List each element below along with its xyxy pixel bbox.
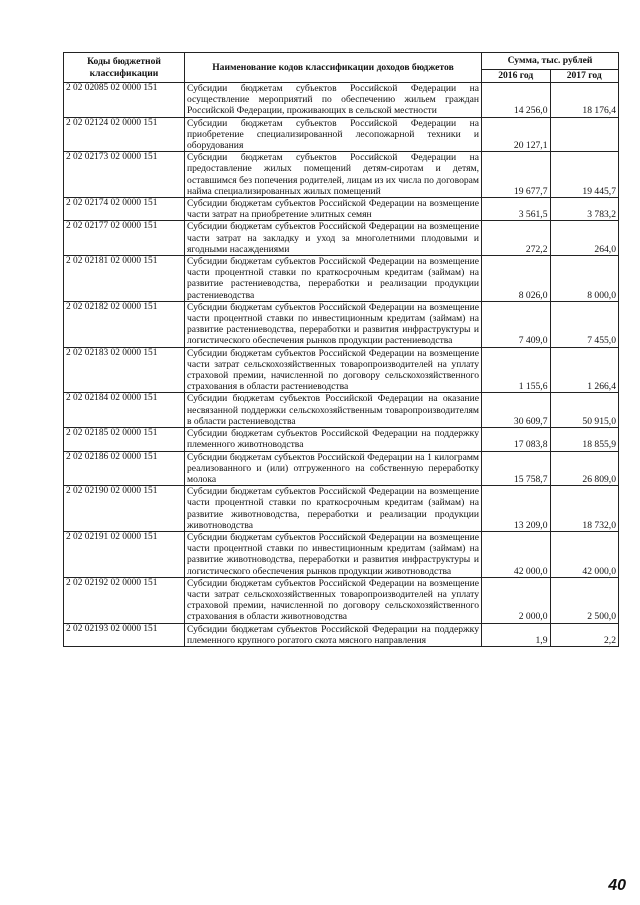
page-number: 40 xyxy=(608,877,626,894)
row-name: Субсидии бюджетам субъектов Российской Федерации на возмещение части затрат сельскохозяйственных товаропроизводителей на уплату страховой премии, начисленной по договору сельскохозяйственного страхования в области животноводства xyxy=(185,577,482,623)
row-value-2017: 50 915,0 xyxy=(550,393,619,428)
row-code: 2 02 02184 02 0000 151 xyxy=(64,393,185,428)
table-row xyxy=(64,531,619,577)
row-value-2017: 2 500,0 xyxy=(550,577,619,623)
row-name: Субсидии бюджетам субъектов Российской Федерации на предоставление жилых помещений детям-сиротам и детям, оставшимся без попечения родителей, лицам из их числа по договорам найма специализированных жилых помещений xyxy=(185,152,482,198)
table-row xyxy=(64,428,619,451)
row-name: Субсидии бюджетам субъектов Российской Федерации на поддержку племенного животноводства xyxy=(185,428,482,451)
row-value-2017: 8 000,0 xyxy=(550,256,619,302)
table-row xyxy=(64,623,619,646)
row-code: 2 02 02193 02 0000 151 xyxy=(64,623,185,646)
row-name: Субсидии бюджетам субъектов Российской Федерации на возмещение части процентной ставки по краткосрочным кредитам (займам) на развитие животноводства, переработки и реализации продукции животноводства xyxy=(185,486,482,532)
budget-table xyxy=(63,52,619,647)
row-code: 2 02 02191 02 0000 151 xyxy=(64,531,185,577)
row-value-2016: 3 561,5 xyxy=(482,198,551,221)
row-code: 2 02 02173 02 0000 151 xyxy=(64,152,185,198)
row-value-2017: 19 445,7 xyxy=(550,152,619,198)
row-name: Субсидии бюджетам субъектов Российской Федерации на возмещение части процентной ставки по краткосрочным кредитам (займам) на развитие растениеводства, переработки и реализации продукции растениеводства xyxy=(185,256,482,302)
row-value-2016: 1,9 xyxy=(482,623,551,646)
row-value-2016: 8 026,0 xyxy=(482,256,551,302)
row-name: Субсидии бюджетам субъектов Российской Федерации на возмещение части процентной ставки по инвестиционным кредитам (займам) на развитие растениеводства, переработки и развития инфраструктуры и логистического обеспечения рынков продукции растениеводства xyxy=(185,301,482,347)
row-value-2016: 1 155,6 xyxy=(482,347,551,393)
table-row xyxy=(64,451,619,486)
row-value-2017: 2,2 xyxy=(550,623,619,646)
row-code: 2 02 02186 02 0000 151 xyxy=(64,451,185,486)
row-code: 2 02 02174 02 0000 151 xyxy=(64,198,185,221)
row-value-2016: 14 256,0 xyxy=(482,83,551,118)
row-code: 2 02 02177 02 0000 151 xyxy=(64,221,185,256)
table-body xyxy=(64,83,619,647)
row-value-2016: 13 209,0 xyxy=(482,486,551,532)
table-row xyxy=(64,83,619,118)
row-code: 2 02 02183 02 0000 151 xyxy=(64,347,185,393)
row-value-2017: 1 266,4 xyxy=(550,347,619,393)
row-value-2016: 2 000,0 xyxy=(482,577,551,623)
table-row xyxy=(64,486,619,532)
table-row xyxy=(64,152,619,198)
row-code: 2 02 02192 02 0000 151 xyxy=(64,577,185,623)
row-value-2017: 18 732,0 xyxy=(550,486,619,532)
header-codes: Коды бюджетной классификации xyxy=(64,53,185,83)
row-value-2017: 18 176,4 xyxy=(550,83,619,118)
row-value-2017: 26 809,0 xyxy=(550,451,619,486)
table-row xyxy=(64,117,619,152)
row-code: 2 02 02182 02 0000 151 xyxy=(64,301,185,347)
row-value-2016: 7 409,0 xyxy=(482,301,551,347)
document-page xyxy=(63,52,619,647)
row-code: 2 02 02185 02 0000 151 xyxy=(64,428,185,451)
row-value-2017: 3 783,2 xyxy=(550,198,619,221)
row-value-2016: 20 127,1 xyxy=(482,117,551,152)
row-name: Субсидии бюджетам субъектов Российской Федерации на осуществление мероприятий по обеспечению жильем граждан Российской Федерации, проживающих в сельской местности xyxy=(185,83,482,118)
row-name: Субсидии бюджетам субъектов Российской Федерации на возмещение части процентной ставки по инвестиционным кредитам (займам) на развитие животноводства, переработки и развития инфраструктуры и логистического обеспечения рынков продукции животноводства xyxy=(185,531,482,577)
table-row xyxy=(64,577,619,623)
row-value-2016: 17 083,8 xyxy=(482,428,551,451)
table-row xyxy=(64,221,619,256)
row-value-2016: 15 758,7 xyxy=(482,451,551,486)
row-value-2017: 42 000,0 xyxy=(550,531,619,577)
row-name: Субсидии бюджетам субъектов Российской Федерации на возмещение части затрат сельскохозяйственных товаропроизводителей на уплату страховой премии, начисленной по договору сельскохозяйственного страхования в области растениеводства xyxy=(185,347,482,393)
row-code: 2 02 02124 02 0000 151 xyxy=(64,117,185,152)
table-row xyxy=(64,256,619,302)
row-name: Субсидии бюджетам субъектов Российской Федерации на приобретение специализированной лесопожарной техники и оборудования xyxy=(185,117,482,152)
header-sum: Сумма, тыс. рублей xyxy=(482,53,619,70)
row-name: Субсидии бюджетам субъектов Российской Федерации на оказание несвязанной поддержки сельскохозяйственным товаропроизводителям в области растениеводства xyxy=(185,393,482,428)
row-value-2016: 272,2 xyxy=(482,221,551,256)
row-value-2016: 30 609,7 xyxy=(482,393,551,428)
table-row xyxy=(64,198,619,221)
row-value-2016: 19 677,7 xyxy=(482,152,551,198)
row-code: 2 02 02190 02 0000 151 xyxy=(64,486,185,532)
row-name: Субсидии бюджетам субъектов Российской Федерации на возмещение части затрат на закладку и уход за многолетними плодовыми и ягодными насаждениями xyxy=(185,221,482,256)
row-name: Субсидии бюджетам субъектов Российской Федерации на 1 килограмм реализованного и (или) отгруженного на собственную переработку молока xyxy=(185,451,482,486)
row-value-2017 xyxy=(550,117,619,152)
table-row xyxy=(64,301,619,347)
row-name: Субсидии бюджетам субъектов Российской Федерации на возмещение части затрат на приобретение элитных семян xyxy=(185,198,482,221)
row-name: Субсидии бюджетам субъектов Российской Федерации на поддержку племенного крупного рогатого скота мясного направления xyxy=(185,623,482,646)
table-row xyxy=(64,393,619,428)
row-value-2017: 264,0 xyxy=(550,221,619,256)
row-value-2017: 18 855,9 xyxy=(550,428,619,451)
row-code: 2 02 02085 02 0000 151 xyxy=(64,83,185,118)
header-year-2016: 2016 год xyxy=(482,70,551,83)
header-name: Наименование кодов классификации доходов бюджетов xyxy=(185,53,482,83)
row-value-2017: 7 455,0 xyxy=(550,301,619,347)
table-row xyxy=(64,347,619,393)
row-code: 2 02 02181 02 0000 151 xyxy=(64,256,185,302)
header-year-2017: 2017 год xyxy=(550,70,619,83)
row-value-2016: 42 000,0 xyxy=(482,531,551,577)
